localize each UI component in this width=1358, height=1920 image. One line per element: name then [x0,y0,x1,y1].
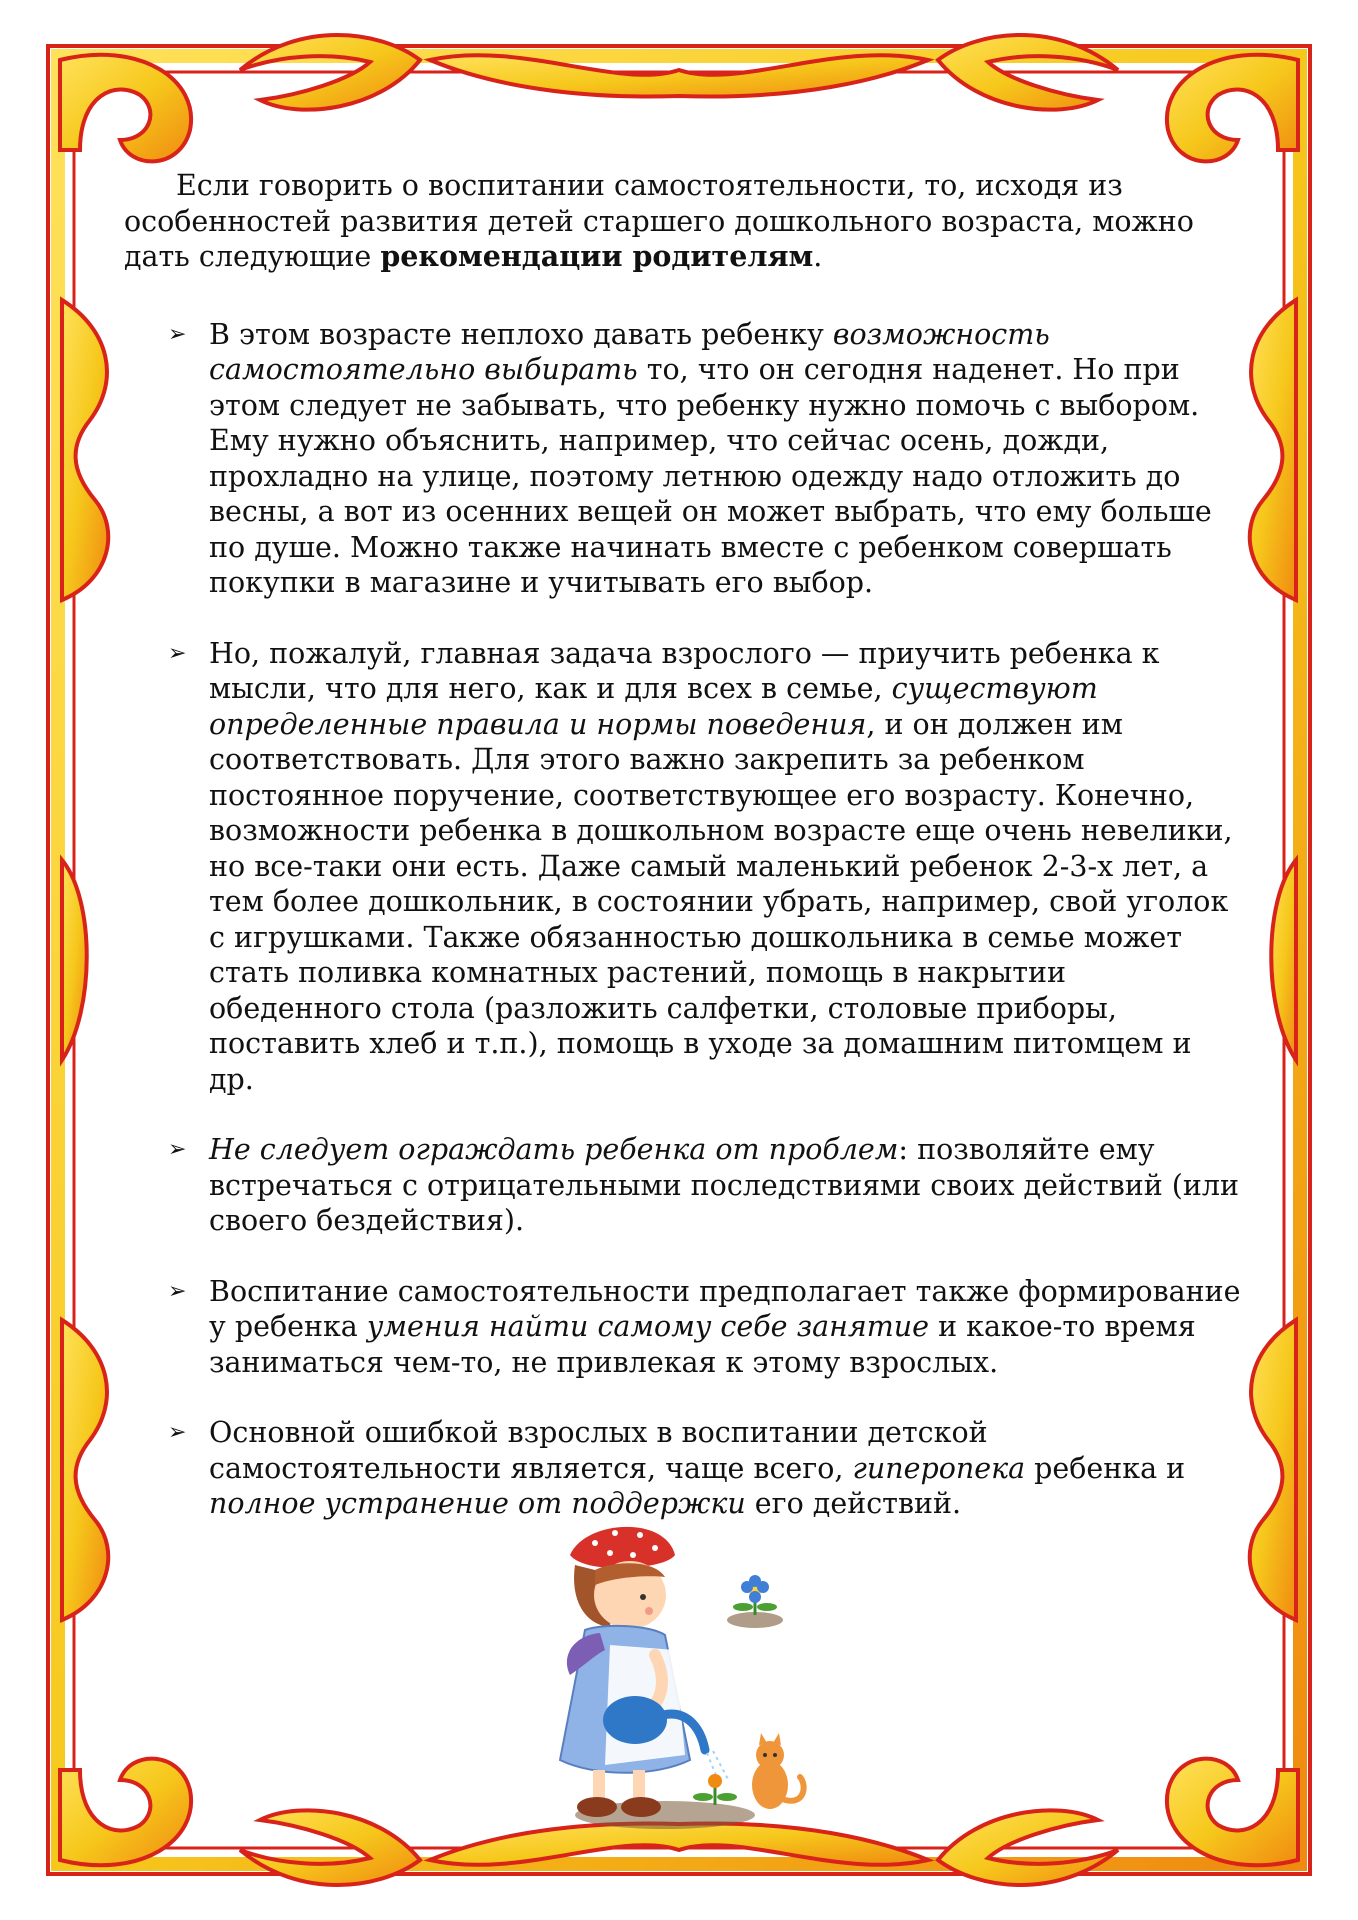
recommendations-list [124,317,1244,1522]
item-text: Но, пожалуй, главная задача взрослого — приучить ребенка к мысли, что для него, как и для всех в семье, [209,636,1160,705]
item-text: то, что он сегодня наденет. Но при этом следует не забывать, что ребенку нужно помочь с выбором. Ему нужно объяснить, например, что сейчас осень, дожди, прохладно на улице, поэтому летнюю одежду надо отложить до весны, а вот из осенних вещей он может выбрать, что ему больше по душе. Можно также начинать вместе с ребенком совершать покупки в магазине и учитывать его выбор. [209,353,1212,599]
intro-paragraph [124,168,1244,275]
item-text: Воспитание самостоятельности предполагает также формирование у ребенка [209,1274,1241,1343]
item-text: В этом возрасте неплохо давать ребенку [209,317,833,351]
item-emphasis: гиперопека [852,1451,1026,1485]
item-emphasis: умения найти самому себе занятие [366,1310,930,1343]
item-text: ребенка и [1025,1451,1186,1485]
item-emphasis: Не следует ограждать ребенка от проблем [209,1133,899,1166]
intro-bold-phrase: рекомендации родителям [380,239,814,273]
arrow-bullet-icon: ➢ [168,1420,187,1445]
arrow-bullet-icon: ➢ [168,321,187,347]
intro-end: . [813,240,823,273]
item-text: , и он должен им соответствовать. Для этого важно закрепить за ребенком постоянное поручение, соответствующее его возрасту. Конечно, возможности ребенка в дошкольном возрасте еще очень невелики, но все-таки они есть. Даже самый маленький ребенок 2-3-х лет, а тем более дошкольник, в состоянии убрать, например, свой уголок с игрушками. Также обязанностью дошкольника в семье может стать поливка комнатных растений, помощь в накрытии обеденного стола (разложить салфетки, столовые приборы, поставить хлеб и т.п.), помощь в уходе за домашним питомцем и др. [209,707,1233,1096]
arrow-bullet-icon: ➢ [168,1278,187,1304]
list-item [124,636,1244,1098]
arrow-bullet-icon: ➢ [168,1137,187,1162]
intro-text: Если говорить о воспитании самостоятельности, то, исходя из особенностей развития детей старшего дошкольного возраста, можно дать следующие [124,169,1194,273]
list-item [124,1274,1244,1381]
document-body [124,168,1244,1557]
list-item [124,317,1244,601]
item-text: : позволяйте ему встречаться с отрицательными последствиями своих действий (или своего бездействия). [209,1133,1240,1237]
item-emphasis: существуют определенные правила и нормы поведения [209,672,1098,741]
list-item [124,1415,1244,1522]
arrow-bullet-icon: ➢ [168,640,187,666]
item-emphasis: возможность самостоятельно выбирать [209,317,1050,386]
item-text: и какое-то время заниматься чем-то, не привлекая к этому взрослых. [209,1310,1196,1379]
item-emphasis: полное устранение от поддержки [209,1487,746,1520]
item-text: его действий. [745,1487,962,1520]
list-item [124,1132,1244,1239]
girl-watering-flowers-icon [515,1515,815,1850]
item-text: Основной ошибкой взрослых в воспитании детской самостоятельности является, чаще всего, [209,1416,988,1485]
